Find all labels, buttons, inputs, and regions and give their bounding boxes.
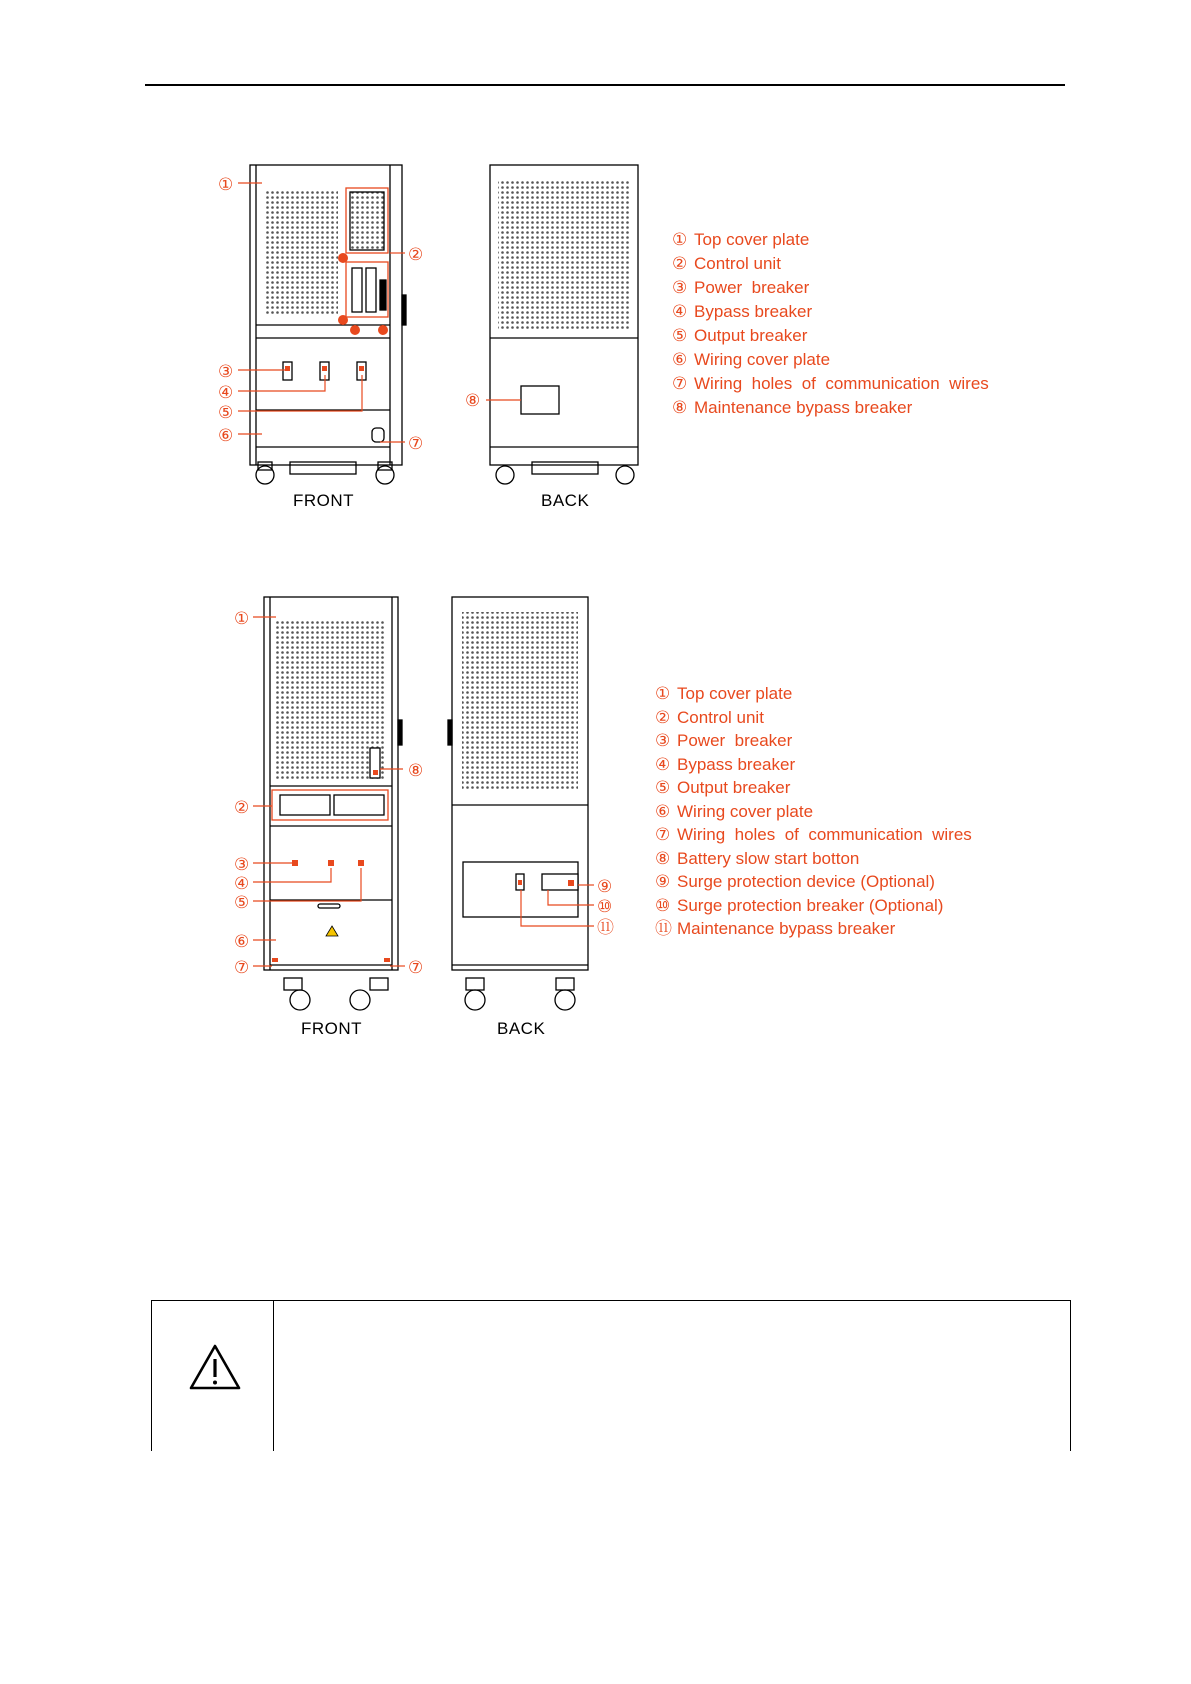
- fig2-legend: [655, 682, 972, 938]
- callout-6: ⑥: [234, 932, 250, 951]
- legend-item: ⑤ Output breaker: [672, 326, 808, 345]
- callout-9: ⑨: [597, 877, 613, 896]
- legend-item: ② Control unit: [672, 254, 781, 273]
- callout-4: ④: [234, 874, 250, 893]
- legend-item: ⑦ Wiring holes of communication wires: [672, 374, 989, 393]
- fig2-back-callouts: [597, 877, 614, 937]
- legend-item: ⑥ Wiring cover plate: [655, 801, 814, 821]
- fig2-back-caption: BACK: [497, 1019, 546, 1038]
- warning-label-icon: [326, 926, 338, 936]
- callout-5: ⑤: [218, 403, 234, 422]
- legend-item: ⑪ Maintenance bypass breaker: [655, 919, 896, 938]
- callout-4: ④: [218, 383, 234, 402]
- warning-box: [151, 1300, 1071, 1451]
- legend-item: ② Control unit: [655, 707, 764, 727]
- callout-11: ⑪: [597, 918, 614, 937]
- legend-item: ⑧ Maintenance bypass breaker: [672, 398, 913, 417]
- callout-3: ③: [234, 855, 250, 874]
- fig1-legend: [672, 228, 989, 420]
- callout-3: ③: [218, 362, 234, 381]
- callout-1: ①: [234, 609, 250, 628]
- legend-item: ③ Power breaker: [672, 278, 810, 297]
- fig1-front-caption: FRONT: [293, 491, 355, 510]
- callout-8: ⑧: [408, 761, 424, 780]
- warning-divider: [273, 1301, 274, 1451]
- callout-6: ⑥: [218, 426, 234, 445]
- legend-item: ① Top cover plate: [672, 230, 810, 249]
- fig2-front-caption: FRONT: [301, 1019, 363, 1038]
- fig1-back-caption: BACK: [541, 491, 590, 510]
- legend-item: ⑤ Output breaker: [655, 778, 791, 797]
- legend-item: ① Top cover plate: [655, 684, 793, 703]
- legend-item: ⑨ Surge protection device (Optional): [655, 872, 935, 891]
- fig2-back-leaders: [521, 885, 594, 926]
- callout-10: ⑩: [597, 897, 613, 916]
- legend-item: ⑦ Wiring holes of communication wires: [655, 825, 972, 844]
- warning-triangle-icon: [188, 1343, 242, 1391]
- legend-item: ⑧ Battery slow start botton: [655, 848, 860, 868]
- callout-1: ①: [218, 175, 234, 194]
- legend-item: ③ Power breaker: [655, 731, 793, 750]
- legend-item: ④ Bypass breaker: [672, 302, 813, 321]
- fig2-front-cabinet: [264, 597, 402, 1010]
- legend-item: ⑥ Wiring cover plate: [672, 350, 831, 369]
- fig1-front-cabinet: [250, 165, 406, 484]
- fig2-back-cabinet: [448, 597, 588, 1010]
- fig1-back-cabinet: [490, 165, 638, 484]
- callout-2: ②: [408, 245, 424, 264]
- callout-7a: ⑦: [234, 958, 250, 977]
- callout-8: ⑧: [465, 391, 481, 410]
- callout-7: ⑦: [408, 434, 424, 453]
- legend-item: ⑩ Surge protection breaker (Optional): [655, 895, 944, 915]
- legend-item: ④ Bypass breaker: [655, 754, 796, 774]
- callout-2: ②: [234, 798, 250, 817]
- callout-7b: ⑦: [408, 958, 424, 977]
- callout-5: ⑤: [234, 893, 250, 912]
